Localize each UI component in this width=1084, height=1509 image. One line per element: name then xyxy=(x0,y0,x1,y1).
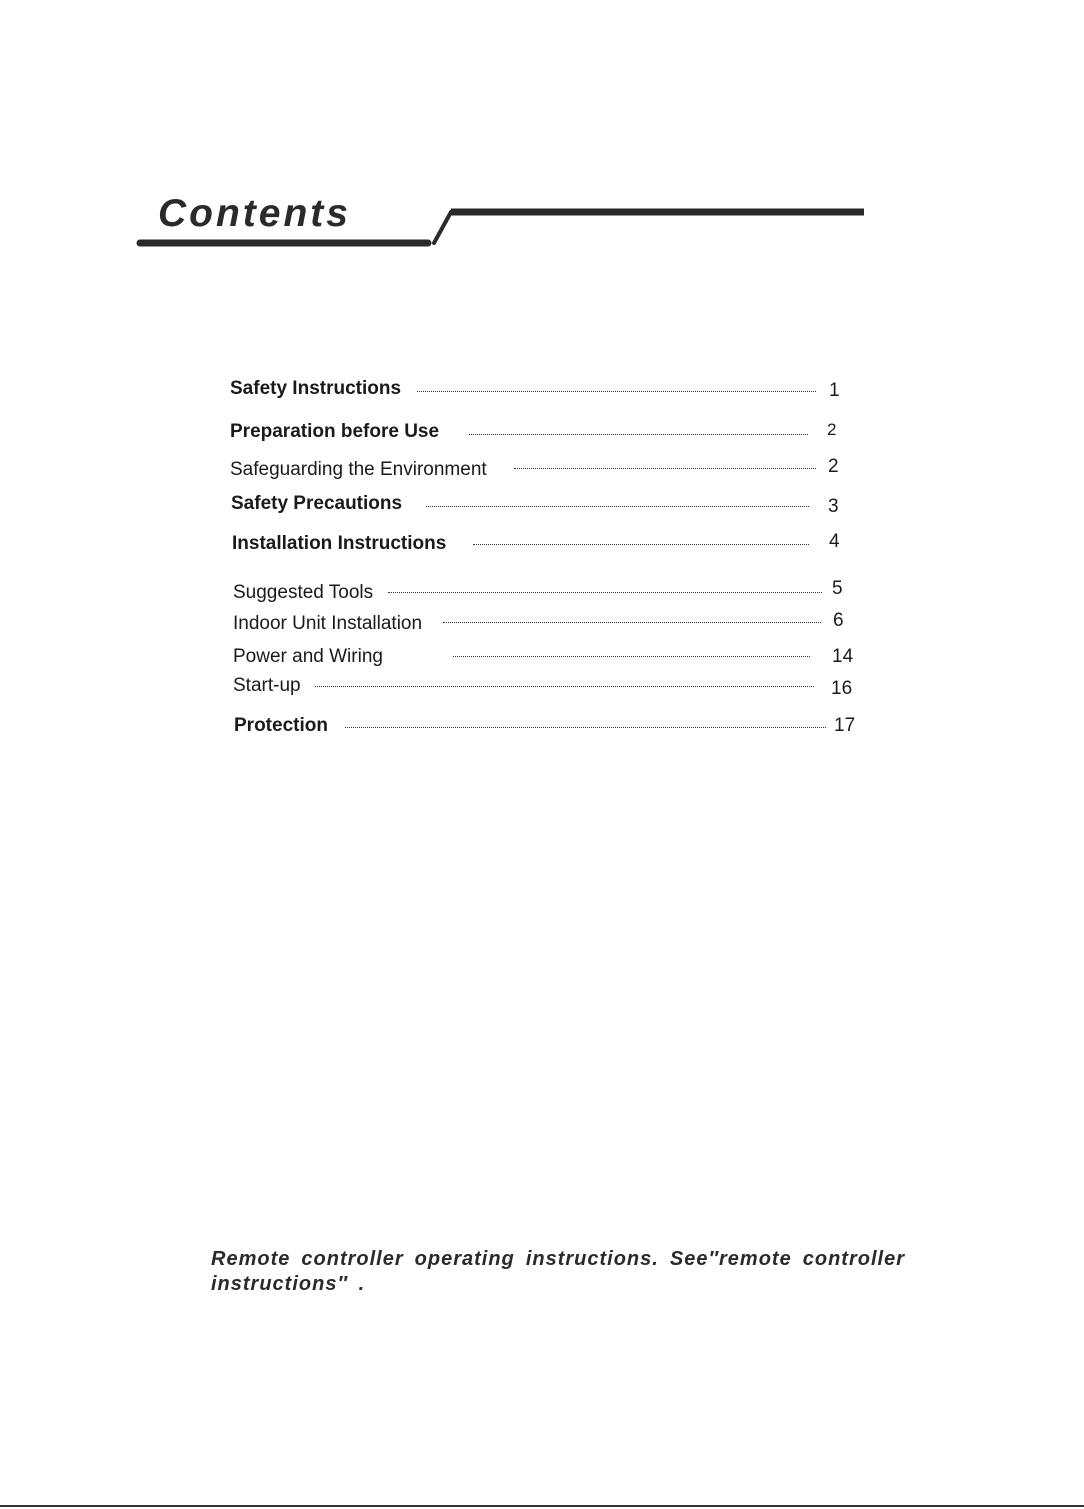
toc-entry-protection[interactable] xyxy=(234,714,854,738)
toc-entry-label: Safety Instructions xyxy=(230,378,402,399)
toc-leader xyxy=(443,622,821,623)
toc-leader xyxy=(315,686,814,687)
toc-entry-installation-instructions[interactable] xyxy=(232,532,852,556)
toc-leader xyxy=(426,506,809,507)
toc-entry-label: Start-up xyxy=(233,675,301,696)
toc-entry-label: Preparation before Use xyxy=(230,421,440,442)
toc-leader xyxy=(345,727,826,728)
toc-entry-label: Safeguarding the Environment xyxy=(230,459,487,480)
toc-leader xyxy=(469,434,808,435)
toc-entry-label: Safety Precautions xyxy=(231,493,403,514)
toc-entry-page: 1 xyxy=(829,380,840,401)
toc-entry-safeguarding-the-environment[interactable] xyxy=(230,458,850,482)
toc-entry-safety-precautions[interactable] xyxy=(231,492,851,516)
toc-leader xyxy=(388,592,822,593)
toc-entry-page: 16 xyxy=(831,678,853,699)
toc-entry-page: 17 xyxy=(834,715,856,736)
toc-leader xyxy=(417,391,816,392)
page-bottom-edge xyxy=(0,1505,1084,1507)
remote-controller-note: Remote controller operating instructions. See″remote controller instructions″ . xyxy=(211,1248,905,1295)
toc-entry-safety-instructions[interactable] xyxy=(230,377,850,401)
toc-entry-label: Suggested Tools xyxy=(233,582,374,603)
toc-leader xyxy=(514,468,816,469)
toc-entry-page: 2 xyxy=(827,420,837,439)
toc-entry-preparation-before-use[interactable] xyxy=(230,420,850,444)
toc-leader xyxy=(453,656,810,657)
toc-entry-label: Protection xyxy=(234,715,328,736)
toc-entry-start-up[interactable] xyxy=(233,674,853,698)
toc-entry-page: 2 xyxy=(828,456,839,477)
toc-entry-page: 3 xyxy=(828,496,839,517)
toc-entry-label: Installation Instructions xyxy=(232,533,447,554)
contents-heading: Contents xyxy=(158,192,351,235)
toc-entry-page: 14 xyxy=(832,646,854,667)
toc-leader xyxy=(473,544,809,545)
toc-entry-page: 5 xyxy=(832,578,843,599)
toc-entry-page: 4 xyxy=(829,531,840,552)
toc-entry-suggested-tools[interactable] xyxy=(233,578,853,605)
toc-entry-indoor-unit-installation[interactable] xyxy=(233,612,853,636)
toc-entry-label: Power and Wiring xyxy=(233,646,383,667)
toc-entry-power-and-wiring[interactable] xyxy=(233,645,853,669)
toc-entry-page: 6 xyxy=(833,610,844,631)
toc-entry-label: Indoor Unit Installation xyxy=(233,613,423,634)
